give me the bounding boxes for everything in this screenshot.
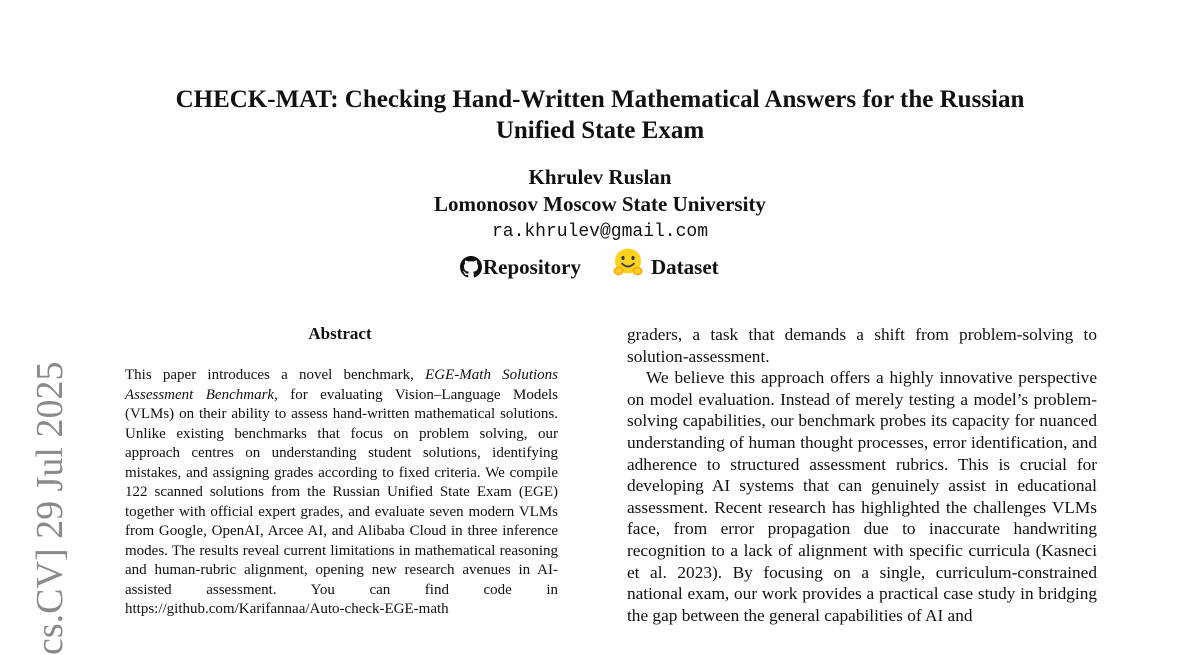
title-line-2: Unified State Exam [495,117,705,144]
resource-links [460,250,719,284]
title-line-1: CHECK-MAT: Checking Hand-Written Mathematical Answers for the Russian [175,86,1025,113]
repository-label: Repository [483,254,581,279]
author-email[interactable]: ra.khrulev@gmail.com [491,222,709,242]
benchmark-name: EGE-Math Solutions Assessment Benchmark [125,367,558,403]
paper-title [100,84,1100,146]
right-column-text [627,324,1097,626]
author-affiliation: Lomonosov Moscow State University [434,192,766,216]
repository-link[interactable] [460,255,581,280]
author-name: Khrulev Ruslan [528,165,672,189]
github-icon [460,256,482,278]
right-paragraph-1: graders, a task that demands a shift from problem-solving to solution-assessment. [627,325,1097,366]
abstract-heading: Abstract [308,324,372,343]
hugging-face-icon [611,247,645,279]
abstract-text: , for evaluating Vision–Language Models (VLMs) on their ability to assess hand-written mathematical solutions. Unlike existing benchmarks that focus on problem solving, our approach centres on understanding student solutions, identifying mistakes, and assigning grades according to fixed criteria. We compile 122 scanned solutions from the Russian Unified State Exam (EGE) together with official expert grades, and evaluate seven modern VLMs from Google, OpenAI, Arcee AI, and Alibaba Cloud in three inference modes. The results reveal current limitations in mathematical reasoning and human-rubric alignment, opening new research avenues in AI-assisted assessment. You can find code in https://github.com/Karifannaa/Auto-check-EGE-math [125,386,559,617]
dataset-label: Dataset [651,254,719,279]
dataset-link[interactable] [611,251,719,283]
abstract-intro: This paper introduces a novel benchmark, [125,367,426,383]
right-paragraph-2: We believe this approach offers a highly innovative perspective on model evaluation. Instead of merely testing a model’s problem-solving capabilities, our benchmark probes its capacity for nuanced understanding of human thought processes, error identification, and adherence to structured assessment rubrics. This is crucial for developing AI systems that can genuinely assist in educational assessment. Recent research has highlighted the challenges VLMs face, from error propagation due to inaccurate handwriting recognition to a lack of alignment with specific curricula (Kasneci et al. 2023). By focusing on a single, curriculum-constrained national exam, our work provides a practical case study in bridging the gap between the general capabilities of AI and [627,368,1097,625]
abstract-body [125,366,558,620]
arxiv-stamp: cs.CV] 29 Jul 2025 [29,361,71,655]
